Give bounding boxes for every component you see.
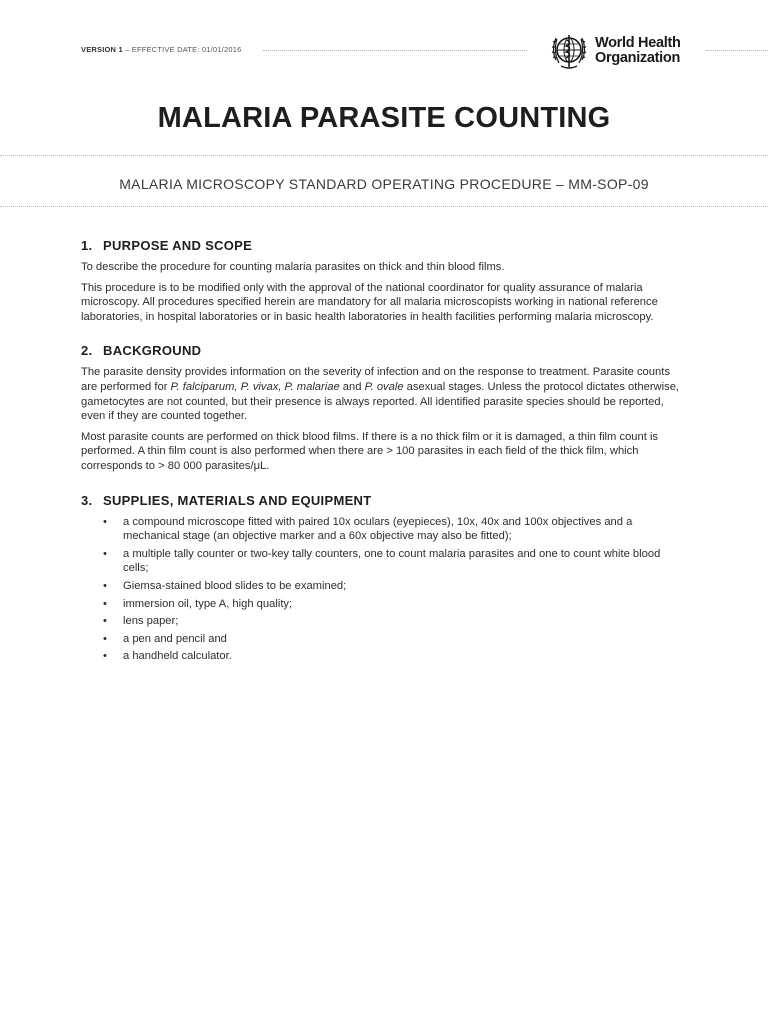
list-item: [81, 597, 687, 612]
page-title: MALARIA PARASITE COUNTING: [157, 102, 611, 134]
text-run: asexual stages. Unless the protocol dictates otherwise, gametocytes are not counted, but their presence is always reported. All identified parasite species should be reported, even if they are counted together.: [81, 380, 680, 423]
list-item: [81, 632, 687, 647]
bullet: •: [103, 632, 107, 645]
list-item: [81, 579, 687, 594]
list-item: [81, 515, 687, 544]
paragraph: To describe the procedure for counting malaria parasites on thick and thin blood films.: [81, 261, 505, 273]
section-background: [81, 343, 687, 473]
section-title: PURPOSE AND SCOPE: [103, 238, 253, 253]
effective-date: – EFFECTIVE DATE: 01/01/2016: [122, 45, 242, 54]
section-title: SUPPLIES, MATERIALS AND EQUIPMENT: [103, 492, 372, 508]
section-number: 2.: [81, 343, 93, 359]
subtitle-rule: [0, 206, 768, 207]
species-names: P. falciparum, P. vivax, P. malariae: [170, 380, 340, 393]
text-run: The parasite density provides information on the severity of infection and on the response to treatment. Parasite counts are performed for: [81, 366, 670, 393]
list-item-text: a pen and pencil and: [123, 632, 227, 645]
page-subtitle: MALARIA MICROSCOPY STANDARD OPERATING PROCEDURE – MM-SOP-09: [119, 176, 649, 192]
list-item: [81, 649, 687, 664]
bullet: •: [103, 597, 107, 610]
paragraph: [81, 365, 687, 423]
list-item-text: Giemsa-stained blood slides to be examined;: [123, 579, 347, 592]
section-number: 3.: [81, 492, 93, 508]
bullet: •: [103, 547, 107, 560]
who-emblem-icon: [547, 30, 591, 72]
who-logo: [547, 30, 697, 72]
bullet: •: [103, 650, 107, 663]
section-heading: [81, 493, 687, 508]
list-item: [81, 614, 687, 629]
list-item: [81, 547, 687, 576]
list-item-text: immersion oil, type A, high quality;: [123, 597, 293, 610]
section-number: 1.: [81, 238, 93, 253]
document-body: [81, 238, 687, 683]
paragraph: Most parasite counts are performed on thick blood films. If there is a no thick film or it is damaged, a thin film count is performed. A thin film count is also performed when there are > 100 parasites in each field of the thick film, which corresponds to > 80 000 parasites/μL.: [81, 430, 659, 472]
section-heading: [81, 343, 687, 358]
who-logo-text: [595, 36, 681, 66]
species-name: P. ovale: [364, 380, 404, 393]
section-purpose-scope: [81, 238, 687, 324]
list-item-text: a multiple tally counter or two-key tally counters, one to count malaria parasites and one to count white blood cells;: [123, 547, 661, 575]
list-item-text: a compound microscope fitted with paired 10x oculars (eyepieces), 10x, 40x and 100x objectives and a mechanical stage (an objective marker and a 60x objective may also be fitted);: [123, 515, 633, 543]
bullet: •: [103, 579, 107, 592]
bullet: •: [103, 515, 107, 528]
header-rule-right: [706, 50, 768, 51]
version-line: [81, 45, 241, 54]
paragraph: This procedure is to be modified only with the approval of the national coordinator for quality assurance of malaria microscopy. All procedures specified herein are mandatory for all malaria microscopists working in national reference laboratories, in hospital laboratories or in basic health laboratories in health facilities performing malaria microscopy.: [81, 281, 658, 323]
logo-line-1: World Health: [595, 35, 681, 51]
header-rule-left: [263, 50, 527, 51]
text-run: and: [339, 380, 365, 393]
section-heading: [81, 238, 687, 253]
section-supplies: [81, 493, 687, 664]
supplies-list: [81, 515, 687, 664]
list-item-text: a handheld calculator.: [123, 650, 232, 663]
section-title: BACKGROUND: [103, 343, 202, 359]
logo-line-2: Organization: [595, 50, 681, 66]
version-label: VERSION 1: [81, 45, 123, 54]
bullet: •: [103, 615, 107, 628]
title-rule: [0, 155, 768, 156]
list-item-text: lens paper;: [123, 615, 179, 628]
